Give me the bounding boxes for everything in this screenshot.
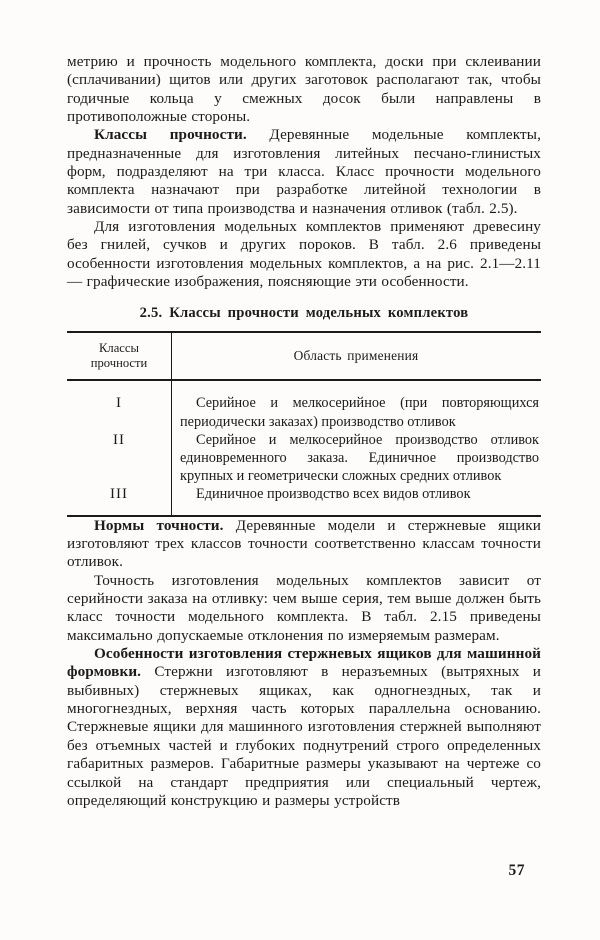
paragraph-wood-selection: Для изготовления модельных комплектов применяют древесину без гнилей, сучков и других пороков. В табл. 2.6 приведены особенности изготовления модельных комплектов, а на рис. 2.1—2.11 — графические изображения, поясняющие эти особенности. [67, 218, 541, 291]
class-number-cell: II [113, 431, 125, 448]
paragraph-text: Деревянные модели и стержневые ящики изготовляют трех классов точности соответственно классам точности отливок. [67, 516, 541, 571]
paragraph-text: Деревянные модельные комплекты, предназначенные для изготовления литейных песчано-глинистых форм, подразделяют на три класса. Класс прочности модельного комплекта назначают при разработке литейной технологии в зависимости от типа производства и назначения отливок (табл. 2.5). [67, 126, 541, 217]
table-row [67, 485, 541, 503]
paragraph-accuracy-norms [67, 517, 541, 572]
table-body [67, 381, 541, 514]
run-in-heading-strength-classes: Классы прочности. [94, 126, 247, 144]
table-row [67, 394, 541, 430]
application-area-cell: Серийное и мелкосерийное (при повторяющихся периодически заказах) производство отливок [180, 395, 539, 430]
run-in-heading-accuracy-norms: Нормы точности. [94, 516, 224, 534]
table-header-strength-classes [67, 333, 171, 379]
class-number-cell: III [110, 486, 128, 503]
header-line-2: прочности [90, 355, 148, 370]
page-number: 57 [508, 862, 525, 879]
header-line-1: Классы [99, 341, 139, 356]
application-area-cell: Серийное и мелкосерийное производство отливок единовременного заказа. Единичное производство крупных и геометрически сложных средних отливок [180, 431, 539, 485]
table-row [67, 431, 541, 486]
table-caption: 2.5. Классы прочности модельных комплектов [139, 305, 469, 322]
paragraph-strength-classes [67, 126, 541, 218]
text-column [67, 53, 541, 810]
table-2-5 [67, 331, 541, 516]
application-area-cell: Единичное производство всех видов отливок [196, 486, 471, 503]
table-header-application-area: Область применения [293, 348, 419, 364]
paragraph-continuation: метрию и прочность модельного комплекта, доски при склеивании (сплачивании) щитов или других заготовок располагают так, чтобы годичные кольца у смежных досок были направлены в противоположные стороны. [67, 53, 541, 126]
class-number-cell: I [116, 395, 122, 412]
paragraph-text: Стержни изготовляют в неразъемных (вытряхных и выбивных) стержневых ящиках, как одногнездных, так и многогнездных, верхняя часть которых параллельна основанию. Стержневые ящики для машинного изготовления стержней выполняют без отъемных частей и глубоких поднутрений строго определенных габаритных размеров. Габаритные размеры указывают на чертеже со ссылкой на стандарт предприятия или специальный чертеж, определяющий конструкцию и размеры устройств [67, 663, 541, 809]
run-in-heading-core-boxes: Особенности изготовления стержневых ящиков для машинной формовки. [67, 645, 541, 681]
table-header-row [67, 333, 541, 381]
paragraph-core-boxes [67, 645, 541, 810]
paragraph-manufacturing-accuracy: Точность изготовления модельных комплектов зависит от серийности заказа на отливку: чем выше серия, тем выше должен быть класс точности модельного комплекта. В табл. 2.15 приведены максимально допускаемые отклонения по измеряемым размерам. [67, 571, 541, 644]
